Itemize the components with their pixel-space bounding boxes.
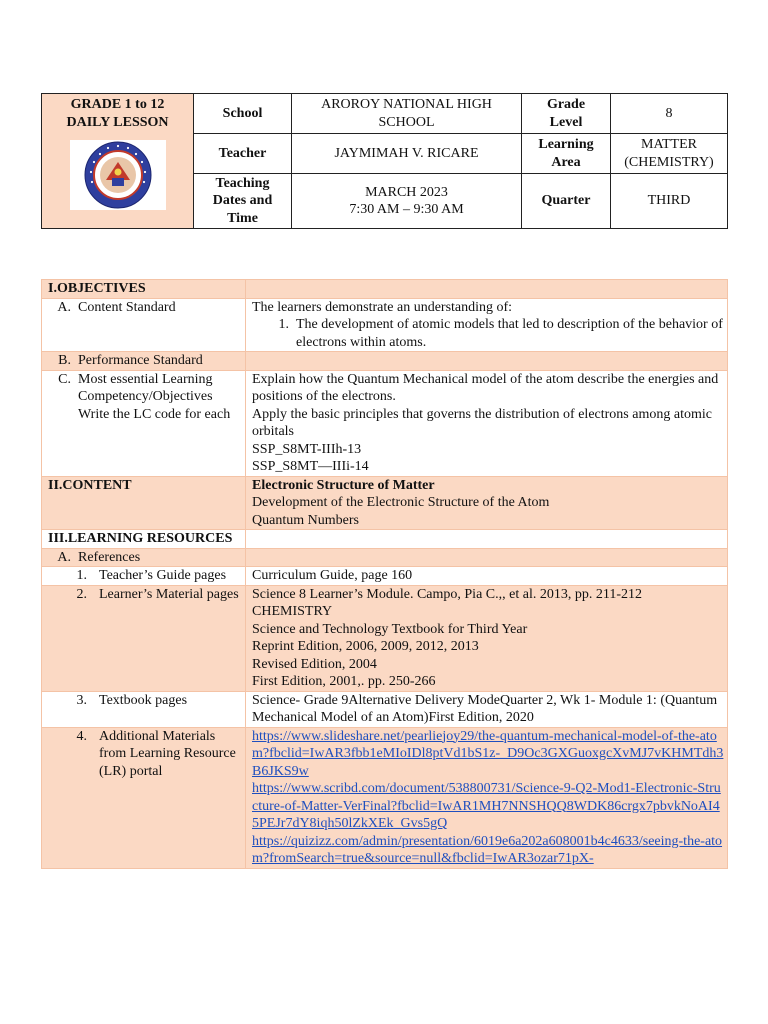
teachers-guide-label-cell	[42, 567, 246, 586]
learning-resources-heading: III.LEARNING RESOURCES	[42, 530, 246, 549]
content-standard-row	[42, 298, 728, 352]
melc-value-cell	[246, 370, 728, 476]
area-value-line1: MATTER	[641, 137, 697, 152]
area-value-line2: (CHEMISTRY)	[624, 154, 714, 170]
performance-standard-row	[42, 352, 728, 371]
melc-code-1: SSP_S8MT-IIIh-13	[252, 441, 362, 457]
lesson-title-line1: GRADE 1 to 12	[70, 97, 165, 112]
area-label-line2: Area	[551, 154, 581, 170]
textbook-value-cell	[246, 691, 728, 727]
additional-materials-row	[42, 727, 728, 868]
teacher-value: JAYMIMAH V. RICARE	[292, 134, 522, 174]
school-value	[292, 94, 522, 134]
teachers-guide-label: Teacher’s Guide pages	[99, 568, 227, 583]
additional-materials-label: Additional Materials from Learning Resource (LR) portal	[99, 728, 236, 779]
dates-label-line1: Teaching	[215, 175, 270, 191]
learners-material-line: Science and Technology Textbook for Third Year	[252, 621, 528, 637]
textbook-num: 3.	[76, 692, 87, 708]
content-row	[42, 476, 728, 530]
scribd-link[interactable]: https://www.scribd.com/document/538800731/Science-9-Q2-Mod1-Electronic-Structure-of-Matter-VerFinal?fbclid=IwAR1MH7NNSHQQ8WDK86crgx7pbvkNoAI45PEJr7dY8iqh50lZkXEk_Gvs5gQ	[252, 781, 721, 831]
dates-value-line2: 7:30 AM – 9:30 AM	[349, 202, 464, 217]
additional-materials-num: 4.	[76, 728, 87, 744]
teachers-guide-row	[42, 567, 728, 586]
melc-objective-2: Apply the basic principles that governs the distribution of electrons among atomic orbitals	[252, 406, 712, 439]
teachers-guide-value-cell	[246, 567, 728, 586]
melc-objective-1: Explain how the Quantum Mechanical model of the atom describe the energies and positions of the electrons.	[252, 371, 719, 404]
content-title: Electronic Structure of Matter	[252, 477, 435, 493]
lesson-title-line2: DAILY LESSON	[66, 114, 169, 130]
grade-level-label	[522, 94, 611, 134]
quizizz-link[interactable]: https://quizizz.com/admin/presentation/6019e6a202a608001b4c4633/seeing-the-atom?fromSearch=true&source=null&fbclid=IwAR3ozar71pX-	[252, 833, 723, 866]
deped-seal-logo	[70, 140, 166, 210]
school-value-line2: SCHOOL	[378, 114, 435, 130]
dates-value-line1: MARCH 2023	[365, 184, 448, 200]
textbook-line: Science- Grade 9Alternative Delivery ModeQuarter 2, Wk 1- Module 1: (Quantum Mechanical Model of an Atom)First Edition, 2020	[252, 692, 718, 725]
textbook-label-cell	[42, 691, 246, 727]
content-standard-num: A.	[57, 299, 71, 315]
teachers-guide-num: 1.	[76, 568, 87, 583]
learning-resources-row	[42, 530, 728, 549]
references-label: References	[78, 549, 141, 565]
content-standard-label-cell	[42, 298, 246, 352]
melc-num: C.	[58, 371, 71, 387]
quarter-value: THIRD	[611, 174, 728, 229]
learners-material-num: 2.	[76, 586, 87, 602]
learners-material-line: Reprint Edition, 2006, 2009, 2012, 2013	[252, 639, 479, 654]
learning-area-label	[522, 134, 611, 174]
slideshare-link[interactable]: https://www.slideshare.net/pearliejoy29/the-quantum-mechanical-model-of-the-atom?fbclid=IwAR3fbb1eMIoIDl8ptVd1bS1z-_D9Oc3GXGuoxgcXvMJ7vKHMTdh3B6JKS9w	[252, 728, 724, 779]
performance-standard-label-cell	[42, 352, 246, 371]
teaching-dates-value	[292, 174, 522, 229]
references-num: A.	[57, 549, 71, 565]
learners-material-line: Science 8 Learner’s Module. Campo, Pia C.,, et al. 2013, pp. 211-212	[252, 586, 642, 602]
lesson-header-table	[41, 93, 728, 229]
learners-material-line: CHEMISTRY	[252, 604, 333, 619]
content-standard-intro: The learners demonstrate an understanding of:	[252, 299, 513, 315]
textbook-row	[42, 691, 728, 727]
performance-standard-num: B.	[58, 353, 71, 368]
school-label: School	[194, 94, 292, 134]
textbook-label: Textbook pages	[99, 692, 188, 708]
melc-label-cell	[42, 370, 246, 476]
learners-material-label: Learner’s Material pages	[99, 586, 239, 602]
deped-seal-icon	[83, 140, 153, 210]
area-label-line1: Learning	[538, 137, 594, 152]
content-standard-value-cell	[246, 298, 728, 352]
references-row	[42, 548, 728, 567]
learners-material-line: Revised Edition, 2004	[252, 656, 377, 672]
content-line-1: Development of the Electronic Structure of the Atom	[252, 495, 550, 510]
additional-materials-label-cell	[42, 727, 246, 868]
learners-material-line: First Edition, 2001,. pp. 250-266	[252, 674, 436, 689]
content-standard-item: The development of atomic models that led to description of the behavior of electrons within atoms.	[296, 317, 723, 350]
teachers-guide-line: Curriculum Guide, page 160	[252, 568, 413, 583]
learners-material-label-cell	[42, 585, 246, 691]
learners-material-value-cell	[246, 585, 728, 691]
grade-level-value: 8	[611, 94, 728, 134]
content-standard-label: Content Standard	[78, 299, 176, 315]
content-value-cell	[246, 476, 728, 530]
objectives-row	[42, 280, 728, 299]
quarter-label: Quarter	[522, 174, 611, 229]
references-label-cell	[42, 548, 246, 567]
melc-label: Most essential Learning Competency/Objectives Write the LC code for each	[78, 371, 231, 422]
melc-row	[42, 370, 728, 476]
content-heading: II.CONTENT	[42, 476, 246, 530]
references-empty-cell	[246, 548, 728, 567]
grade-label-line1: Grade	[546, 97, 586, 112]
teacher-label: Teacher	[194, 134, 292, 174]
performance-standard-label: Performance Standard	[78, 353, 203, 368]
learning-area-value	[611, 134, 728, 174]
teaching-dates-label	[194, 174, 292, 229]
melc-code-2: SSP_S8MT—IIIi-14	[252, 459, 369, 474]
performance-standard-value-cell	[246, 352, 728, 371]
content-line-2: Quantum Numbers	[252, 512, 359, 528]
lesson-plan-table	[41, 279, 728, 869]
learning-resources-empty-cell	[246, 530, 728, 549]
grade-label-line2: Level	[549, 114, 583, 130]
school-value-line1: AROROY NATIONAL HIGH	[321, 97, 492, 112]
dates-label-line2: Dates and	[212, 193, 273, 209]
learners-material-row	[42, 585, 728, 691]
objectives-heading: I.OBJECTIVES	[42, 280, 246, 299]
lesson-title-cell	[42, 94, 194, 229]
additional-materials-value-cell	[246, 727, 728, 868]
dates-label-line3: Time	[227, 210, 258, 226]
objectives-empty-cell	[246, 280, 728, 299]
content-standard-item-num: 1.	[278, 317, 289, 332]
